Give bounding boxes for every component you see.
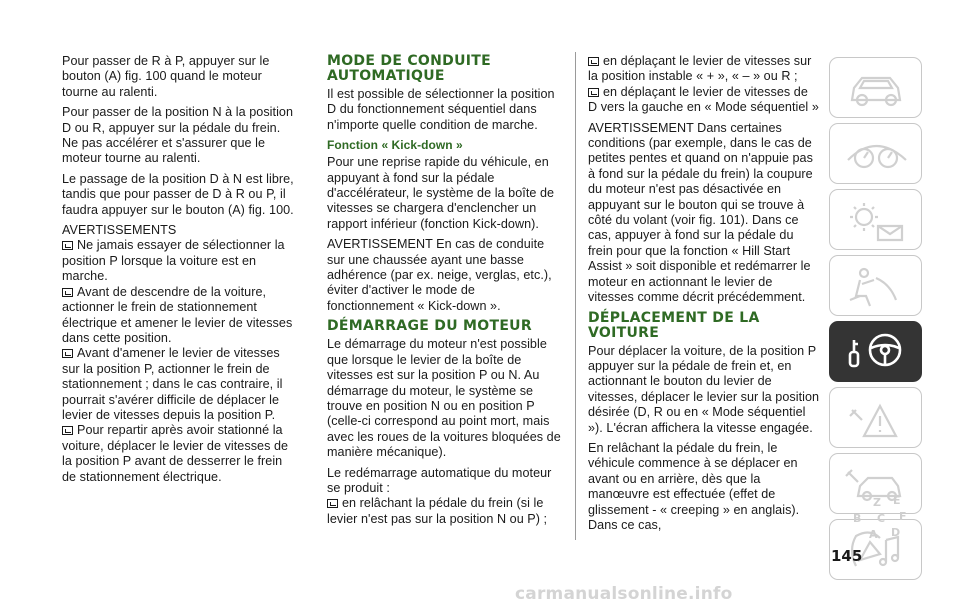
bullet-text: Avant de descendre de la voiture, actionner le frein de stationnement électrique et amener le levier de vitesses dans cette position.	[62, 284, 293, 345]
tab-car-overview[interactable]	[829, 57, 922, 118]
bullet-item	[62, 423, 294, 485]
bullet-text: Pour repartir après avoir stationné la voiture, déplacer le levier de vitesses de la position P avant de desserrer le frein de stationnement électrique.	[62, 423, 289, 484]
bullet-item	[62, 285, 294, 347]
svg-text:Z: Z	[873, 496, 881, 509]
paragraph: Pour passer de la position N à la position D ou R, appuyer sur la pédale du frein. Ne pas accélérer et s'assurer que le moteur tourne au ralenti.	[62, 105, 294, 166]
checkbox-bullet-icon	[62, 426, 73, 435]
subsection-heading: Fonction « Kick-down »	[327, 138, 463, 153]
paragraph: En relâchant la pédale du frein, le véhicule commence à se déplacer en avant ou en arrière, dès que la manœuvre est effectuée (effet de glissement - « creeping » en anglais). Dans ce cas,	[588, 440, 800, 532]
tab-safety[interactable]	[829, 255, 922, 316]
checkbox-bullet-icon	[62, 241, 73, 250]
paragraph: Pour une reprise rapide du véhicule, en appuyant à fond sur la pédale d'accélérateur, le système de la boîte de vitesses se chargera d'enclencher un rapport inférieur (fonction Kick-down).	[327, 155, 555, 231]
bullet-text: en relâchant la pédale du frein (si le levier n'est pas sur la position N ou P) ;	[327, 496, 548, 526]
paragraph: Le passage de la position D à N est libre, tandis que pour passer de D à R ou P, il faudra appuyer sur le bouton (A) fig. 100.	[62, 171, 294, 217]
checkbox-bullet-icon	[62, 349, 73, 358]
paragraph: Pour passer de R à P, appuyer sur le bouton (A) fig. 100 quand le moteur tourne au ralenti.	[62, 54, 270, 99]
checkbox-bullet-icon	[588, 88, 599, 97]
section-heading: MODE DE CONDUITE AUTOMATIQUE	[327, 53, 491, 84]
bullet-text: en déplaçant le levier de vitesses sur la position instable « + », « – » ou R ;	[588, 54, 812, 84]
text-column-2	[327, 54, 564, 527]
svg-text:E: E	[893, 494, 901, 507]
warning-lights-icon	[830, 190, 923, 251]
column-divider	[575, 52, 576, 540]
tab-emergency[interactable]	[829, 387, 922, 448]
car-overview-icon	[830, 58, 923, 119]
svg-text:A: A	[869, 528, 878, 541]
paragraph: Le redémarrage automatique du moteur se produit :	[327, 465, 552, 495]
svg-text:C: C	[877, 512, 886, 525]
checkbox-bullet-icon	[588, 57, 599, 66]
bullet-text: Ne jamais essayer de sélectionner la position P lorsque la voiture est en marche.	[62, 238, 285, 284]
svg-text:D: D	[891, 526, 901, 539]
tab-warning-lights[interactable]	[829, 189, 922, 250]
emergency-tools-icon	[830, 388, 923, 449]
section-heading: DÉMARRAGE DU MOTEUR	[327, 318, 532, 335]
paragraph: Pour déplacer la voiture, de la position P appuyer sur la pédale de frein et, en actionnant le bouton du levier de vitesses, déplacer le levier sur la position désirée (D, R ou en « Mode séquentiel »). L'écran affichera la vitesse engagée.	[588, 343, 820, 435]
bullet-item	[62, 346, 294, 423]
safety-airbag-icon	[830, 256, 923, 317]
watermark: carmanualsonline.info	[515, 584, 733, 604]
bullet-text: en déplaçant le levier de vitesses de D vers la gauche en « Mode séquentiel »	[588, 84, 819, 115]
section-heading: DÉPLACEMENT DE LA VOITURE	[588, 309, 760, 341]
bullet-item	[588, 85, 820, 116]
paragraph: Le démarrage du moteur n'est possible que lorsque le levier de la boîte de vitesses est sur la position P ou N. Au démarrage du moteur, le système se trouve en position N ou en position P (celle-ci correspond au point mort, mais avec les roues de la voitures bloquées de manière mécanique).	[327, 337, 561, 460]
paragraph: AVERTISSEMENT Dans certaines conditions (par exemple, dans le cas de petites pentes et quand on n'appuie pas à fond sur la pédale du frein) la coupure du moteur n'est pas désactivée en appuyant sur le bouton qui se trouve à côté du volant (voir fig. 101). Dans ce cas, appuyer à fond sur la pédale du frein pour que la fonction « Hill Start Assist » soit disponible et redémarrer le moteur en actionnant le levier de vitesses comme décrit précédemment.	[588, 120, 813, 305]
checkbox-bullet-icon	[327, 499, 338, 508]
bullet-text: Avant d'amener le levier de vitesses sur la position P, actionner le frein de stationnement ; dans le cas contraire, il pourrait s'avérer difficile de déplacer le levier de vitesses depuis la position P.	[62, 346, 283, 422]
paragraph: AVERTISSEMENT En cas de conduite sur une chaussée ayant une basse adhérence (par ex. neige, verglas, etc.), éviter d'activer le mode de fonctionnement « Kick-down ».	[327, 237, 552, 313]
bullet-item	[327, 496, 564, 527]
bullet-item	[62, 238, 294, 284]
svg-text:F: F	[899, 510, 907, 523]
page-number: 145	[831, 547, 863, 565]
alphabetical-index-icon	[829, 492, 922, 542]
checkbox-bullet-icon	[62, 288, 73, 297]
tab-dashboard[interactable]	[829, 123, 922, 184]
dashboard-instruments-icon	[830, 124, 923, 185]
svg-text:B: B	[853, 512, 862, 525]
text-column-1	[62, 54, 294, 485]
steering-wheel-key-icon	[830, 322, 923, 383]
paragraph: Il est possible de sélectionner la position D du fonctionnement séquentiel dans n'importe quelle condition de marche.	[327, 87, 555, 132]
tab-starting-driving[interactable]	[829, 321, 922, 382]
text-column-3	[588, 54, 820, 538]
bullet-item	[588, 54, 820, 85]
warnings-title: AVERTISSEMENTS	[62, 223, 177, 238]
